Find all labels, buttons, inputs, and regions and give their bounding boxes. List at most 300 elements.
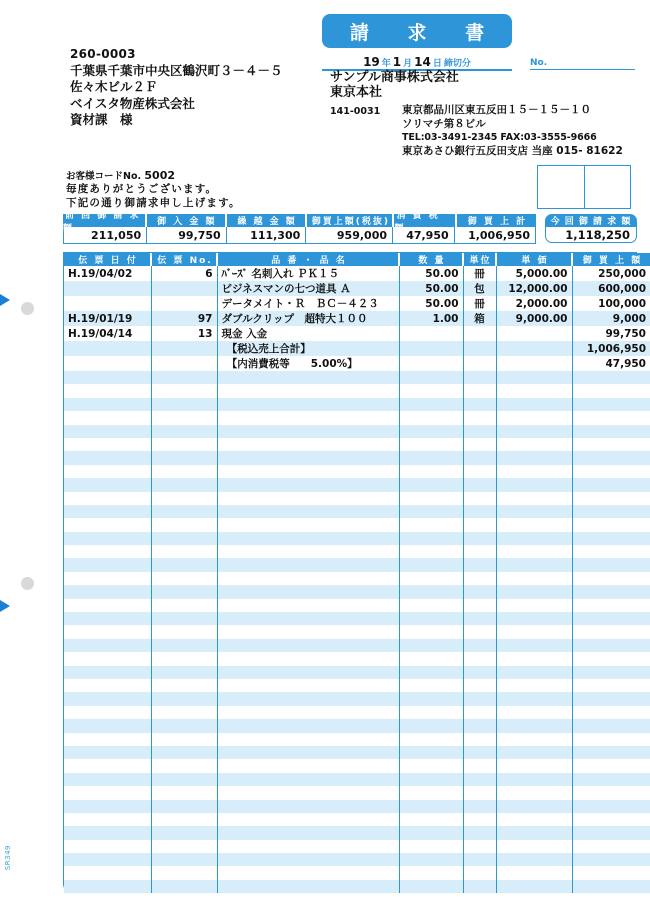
punch-hole-bottom: [21, 577, 34, 590]
line-item-name: [217, 786, 399, 799]
table-row[interactable]: [64, 652, 650, 665]
line-item-slip-no: [151, 733, 217, 746]
line-item-unit: [463, 773, 496, 786]
line-item-slip-no: 97: [151, 311, 217, 326]
line-item-name: [217, 518, 399, 531]
issue-date-line: [322, 52, 512, 71]
table-row[interactable]: [64, 384, 650, 397]
line-item-name: [217, 853, 399, 866]
line-items-header-row: [64, 253, 650, 266]
summary-value-purchase-total: 1,006,950: [468, 228, 530, 242]
line-item-date: H.19/04/14: [64, 326, 151, 341]
line-item-unit-price: [496, 384, 572, 397]
line-item-name: [217, 692, 399, 705]
line-item-amount: [572, 666, 650, 679]
line-item-unit: [463, 880, 496, 893]
line-item-quantity: [399, 326, 463, 341]
line-item-quantity: [399, 572, 463, 585]
line-item-amount: 600,000: [572, 281, 650, 296]
issuer-branch: 東京本社: [330, 85, 383, 100]
line-item-slip-no: [151, 281, 217, 296]
addressee-line-3: ベイスタ物産株式会社: [70, 95, 195, 111]
table-row[interactable]: [64, 639, 650, 652]
line-item-name: [217, 719, 399, 732]
line-item-name: 【内消費税等 5.00%】: [217, 356, 399, 371]
table-row[interactable]: [64, 813, 650, 826]
line-item-unit: [463, 625, 496, 638]
registration-triangle-top: [0, 294, 10, 306]
line-item-unit: 冊: [463, 266, 496, 281]
line-item-date: [64, 371, 151, 384]
line-item-quantity: [399, 371, 463, 384]
line-item-slip-no: [151, 492, 217, 505]
line-item-unit-price: [496, 465, 572, 478]
line-item-amount: [572, 585, 650, 598]
table-row[interactable]: [64, 719, 650, 732]
line-item-amount: [572, 800, 650, 813]
line-item-quantity: [399, 800, 463, 813]
table-row[interactable]: [64, 612, 650, 625]
summary-table: [63, 210, 536, 244]
line-item-slip-no: [151, 866, 217, 879]
line-item-date: [64, 773, 151, 786]
line-item-slip-no: [151, 558, 217, 571]
table-row[interactable]: [64, 326, 650, 341]
line-item-unit-price: [496, 398, 572, 411]
summary-header-purchase-excl-tax: 御買上額(税抜): [307, 214, 394, 227]
line-item-slip-no: [151, 679, 217, 692]
document-title-banner: [322, 14, 512, 48]
line-item-unit-price: [496, 599, 572, 612]
line-item-amount: [572, 425, 650, 438]
line-item-unit: [463, 800, 496, 813]
summary-header-carryover: 繰 越 金 額: [227, 214, 307, 227]
line-item-quantity: 50.00: [399, 266, 463, 281]
stamp-box-left: [538, 166, 584, 208]
line-item-name: [217, 585, 399, 598]
date-year-label: 年: [381, 59, 391, 69]
line-item-slip-no: 6: [151, 266, 217, 281]
line-item-quantity: [399, 773, 463, 786]
date-day-value: 14: [414, 55, 431, 69]
greeting-block: [66, 168, 241, 210]
line-item-quantity: [399, 585, 463, 598]
line-item-unit: [463, 558, 496, 571]
page-title: 請 求 書: [349, 21, 501, 44]
line-item-slip-no: [151, 786, 217, 799]
line-item-unit-price: [496, 679, 572, 692]
line-item-slip-no: [151, 438, 217, 451]
line-item-unit-price: [496, 866, 572, 879]
table-row[interactable]: [64, 773, 650, 786]
table-row[interactable]: [64, 532, 650, 545]
grand-total-value: 1,118,250: [545, 227, 637, 243]
addressee-line-4: 資材課 様: [70, 112, 133, 127]
line-item-date: [64, 465, 151, 478]
table-row[interactable]: [64, 599, 650, 612]
line-item-amount: [572, 505, 650, 518]
table-row[interactable]: [64, 371, 650, 384]
customer-code-label: お客様コードNo.: [66, 171, 142, 182]
line-item-name: [217, 826, 399, 839]
summary-header-purchase-total: 御 買 上 計: [457, 214, 536, 227]
line-item-unit-price: 9,000.00: [496, 311, 572, 326]
table-row[interactable]: [64, 505, 650, 518]
table-row[interactable]: [64, 356, 650, 371]
line-item-unit: [463, 545, 496, 558]
line-item-name: [217, 451, 399, 464]
line-item-name: ダブルクリップ 超特大１００: [217, 311, 399, 326]
line-item-date: [64, 625, 151, 638]
line-item-quantity: [399, 545, 463, 558]
line-item-amount: [572, 880, 650, 893]
table-row[interactable]: [64, 451, 650, 464]
table-row[interactable]: [64, 281, 650, 296]
line-item-slip-no: [151, 773, 217, 786]
line-item-quantity: [399, 639, 463, 652]
line-item-quantity: [399, 719, 463, 732]
line-item-unit-price: [496, 572, 572, 585]
line-item-name: [217, 759, 399, 772]
line-item-amount: [572, 692, 650, 705]
line-item-slip-no: [151, 599, 217, 612]
line-item-name: [217, 371, 399, 384]
line-item-name: [217, 478, 399, 491]
line-item-amount: [572, 398, 650, 411]
line-item-date: [64, 572, 151, 585]
line-item-unit-price: [496, 492, 572, 505]
line-item-date: [64, 786, 151, 799]
line-item-unit: [463, 652, 496, 665]
line-item-quantity: [399, 625, 463, 638]
line-item-unit: [463, 532, 496, 545]
stamp-box-right: [584, 166, 631, 208]
punch-hole-top: [21, 302, 34, 315]
table-row[interactable]: [64, 666, 650, 679]
line-item-slip-no: [151, 585, 217, 598]
table-row[interactable]: [64, 786, 650, 799]
line-item-date: [64, 518, 151, 531]
line-item-amount: [572, 679, 650, 692]
line-item-quantity: [399, 826, 463, 839]
table-row[interactable]: [64, 706, 650, 719]
line-item-quantity: 50.00: [399, 296, 463, 311]
line-item-unit: [463, 465, 496, 478]
line-item-unit: [463, 639, 496, 652]
line-item-date: [64, 438, 151, 451]
line-item-amount: [572, 612, 650, 625]
line-item-amount: [572, 465, 650, 478]
table-row[interactable]: [64, 558, 650, 571]
line-item-unit: [463, 398, 496, 411]
line-item-quantity: [399, 532, 463, 545]
table-row[interactable]: [64, 880, 650, 893]
line-item-unit-price: [496, 719, 572, 732]
line-item-amount: [572, 813, 650, 826]
table-row[interactable]: [64, 840, 650, 853]
line-item-slip-no: [151, 840, 217, 853]
line-item-slip-no: [151, 746, 217, 759]
line-item-slip-no: [151, 706, 217, 719]
date-suffix-label: 締切分: [443, 59, 471, 69]
line-item-slip-no: [151, 411, 217, 424]
line-item-slip-no: [151, 505, 217, 518]
line-item-date: [64, 545, 151, 558]
line-item-quantity: [399, 866, 463, 879]
line-items-grid: [64, 253, 650, 893]
table-row[interactable]: [64, 746, 650, 759]
line-item-unit-price: [496, 411, 572, 424]
line-item-amount: 100,000: [572, 296, 650, 311]
table-row[interactable]: [64, 465, 650, 478]
table-row[interactable]: [64, 866, 650, 879]
line-item-unit: [463, 733, 496, 746]
table-row[interactable]: [64, 759, 650, 772]
line-item-slip-no: [151, 341, 217, 356]
summary-value-prev-billed: 211,050: [64, 227, 147, 243]
line-item-amount: [572, 625, 650, 638]
line-item-name: [217, 746, 399, 759]
line-item-slip-no: [151, 625, 217, 638]
line-item-unit: 冊: [463, 296, 496, 311]
line-item-slip-no: [151, 853, 217, 866]
issuer-address-line-1: 東京都品川区東五反田１５－１５－１０: [402, 104, 591, 116]
line-item-quantity: [399, 492, 463, 505]
grand-total-label: 今 回 御 請 求 額: [545, 214, 637, 227]
line-item-unit: [463, 326, 496, 341]
line-item-name: [217, 880, 399, 893]
date-month-label: 月: [403, 59, 413, 69]
line-item-unit: [463, 492, 496, 505]
line-item-name: [217, 639, 399, 652]
line-item-date: [64, 639, 151, 652]
line-item-unit: [463, 572, 496, 585]
line-item-quantity: [399, 759, 463, 772]
line-item-slip-no: [151, 356, 217, 371]
line-item-unit-price: [496, 356, 572, 371]
line-item-date: [64, 880, 151, 893]
line-item-amount: 47,950: [572, 356, 650, 371]
line-item-slip-no: [151, 666, 217, 679]
line-item-quantity: [399, 465, 463, 478]
table-row[interactable]: [64, 266, 650, 281]
line-item-amount: [572, 411, 650, 424]
line-items-body: [64, 266, 650, 893]
line-item-unit: [463, 384, 496, 397]
line-items-table: [63, 252, 646, 892]
line-item-name: [217, 666, 399, 679]
line-item-unit-price: [496, 733, 572, 746]
line-item-quantity: [399, 425, 463, 438]
line-item-amount: [572, 492, 650, 505]
table-row[interactable]: [64, 518, 650, 531]
line-item-quantity: [399, 599, 463, 612]
line-item-unit-price: [496, 371, 572, 384]
line-item-unit-price: [496, 880, 572, 893]
line-item-quantity: [399, 558, 463, 571]
line-item-unit: [463, 706, 496, 719]
line-item-amount: 99,750: [572, 326, 650, 341]
line-item-unit-price: [496, 585, 572, 598]
line-item-quantity: [399, 813, 463, 826]
line-item-quantity: [399, 438, 463, 451]
line-item-slip-no: [151, 478, 217, 491]
line-item-slip-no: [151, 465, 217, 478]
line-item-quantity: 1.00: [399, 311, 463, 326]
line-item-date: [64, 706, 151, 719]
table-row[interactable]: [64, 311, 650, 326]
column-header-unit-price: 単 価: [496, 253, 572, 266]
line-item-name: 現金 入金: [217, 326, 399, 341]
form-code-label: SR349: [4, 845, 12, 871]
line-item-date: [64, 341, 151, 356]
line-item-slip-no: [151, 652, 217, 665]
table-row[interactable]: [64, 572, 650, 585]
table-row[interactable]: [64, 853, 650, 866]
issuer-tel-fax: TEL:03-3491-2345 FAX:03-3555-9666: [402, 132, 597, 143]
line-item-amount: [572, 866, 650, 879]
column-header-item-name: 品 番 ・ 品 名: [217, 253, 399, 266]
line-item-name: [217, 773, 399, 786]
line-item-name: ﾊﾞｰｽﾞ 名刺入れ ＰＫ１５: [217, 266, 399, 281]
line-item-name: [217, 411, 399, 424]
line-item-unit: [463, 371, 496, 384]
line-item-date: [64, 492, 151, 505]
line-item-quantity: [399, 478, 463, 491]
table-row[interactable]: [64, 585, 650, 598]
invoice-number-label: No.: [530, 58, 548, 68]
table-row[interactable]: [64, 411, 650, 424]
line-item-date: [64, 384, 151, 397]
line-item-unit: [463, 853, 496, 866]
line-item-amount: [572, 786, 650, 799]
summary-value-purchase-excl-tax: 959,000: [306, 227, 393, 243]
line-item-unit-price: 5,000.00: [496, 266, 572, 281]
line-item-date: [64, 666, 151, 679]
line-item-unit: [463, 612, 496, 625]
approval-stamp-boxes: [537, 165, 631, 209]
line-item-name: データメイト・Ｒ ＢＣ－４２３: [217, 296, 399, 311]
line-item-unit-price: [496, 786, 572, 799]
line-item-quantity: [399, 733, 463, 746]
date-month-value: 1: [392, 55, 402, 69]
line-item-quantity: [399, 652, 463, 665]
line-item-unit: [463, 411, 496, 424]
line-item-quantity: [399, 880, 463, 893]
table-row[interactable]: [64, 826, 650, 839]
line-item-amount: [572, 558, 650, 571]
addressee-line-1: 千葉県千葉市中央区鶴沢町３－４－５: [70, 62, 283, 78]
line-item-date: [64, 826, 151, 839]
line-item-quantity: [399, 451, 463, 464]
addressee-zip: 260-0003: [70, 47, 136, 61]
summary-value-tax: 47,950: [393, 227, 455, 243]
line-item-slip-no: [151, 384, 217, 397]
line-item-name: [217, 465, 399, 478]
table-row[interactable]: [64, 545, 650, 558]
line-item-date: [64, 281, 151, 296]
line-item-slip-no: [151, 826, 217, 839]
line-item-name: [217, 505, 399, 518]
line-item-unit: [463, 746, 496, 759]
line-item-date: [64, 733, 151, 746]
line-item-unit-price: 12,000.00: [496, 281, 572, 296]
line-item-date: H.19/04/02: [64, 266, 151, 281]
column-header-unit: 単位: [463, 253, 496, 266]
line-item-unit-price: [496, 826, 572, 839]
issuer-name: サンプル商事株式会社: [330, 70, 459, 85]
line-item-unit-price: [496, 532, 572, 545]
line-item-amount: [572, 746, 650, 759]
table-row[interactable]: [64, 492, 650, 505]
line-item-quantity: [399, 505, 463, 518]
line-item-slip-no: [151, 572, 217, 585]
date-year-value: 19: [363, 55, 380, 69]
line-item-slip-no: [151, 800, 217, 813]
issuer-zip: 141-0031: [330, 106, 381, 117]
table-row[interactable]: [64, 478, 650, 491]
line-item-unit-price: [496, 558, 572, 571]
line-item-unit: 箱: [463, 311, 496, 326]
line-item-unit-price: [496, 425, 572, 438]
line-item-slip-no: [151, 545, 217, 558]
line-item-quantity: [399, 341, 463, 356]
line-item-name: 【税込売上合計】: [217, 341, 399, 356]
table-row[interactable]: [64, 733, 650, 746]
line-item-slip-no: [151, 532, 217, 545]
line-item-unit: [463, 356, 496, 371]
summary-header-tax: 消 費 税 額: [394, 214, 456, 227]
line-item-quantity: [399, 692, 463, 705]
line-item-date: H.19/01/19: [64, 311, 151, 326]
table-row[interactable]: [64, 625, 650, 638]
line-item-unit: [463, 826, 496, 839]
greeting-line-2: 下記の通り御請求申し上げます。: [66, 197, 241, 209]
line-item-name: [217, 532, 399, 545]
line-item-amount: [572, 773, 650, 786]
line-item-amount: [572, 719, 650, 732]
line-item-amount: [572, 478, 650, 491]
line-item-name: [217, 625, 399, 638]
table-row[interactable]: [64, 425, 650, 438]
line-item-quantity: [399, 853, 463, 866]
line-item-slip-no: [151, 518, 217, 531]
table-row[interactable]: [64, 296, 650, 311]
line-item-unit-price: [496, 759, 572, 772]
line-item-amount: 9,000: [572, 311, 650, 326]
line-item-unit: [463, 813, 496, 826]
table-row[interactable]: [64, 438, 650, 451]
line-item-name: [217, 599, 399, 612]
line-item-unit: [463, 866, 496, 879]
line-item-amount: [572, 518, 650, 531]
column-header-slip-date: 伝 票 日 付: [64, 253, 151, 266]
table-row[interactable]: [64, 800, 650, 813]
table-row[interactable]: [64, 679, 650, 692]
line-item-name: [217, 866, 399, 879]
line-item-amount: [572, 532, 650, 545]
line-item-unit-price: [496, 518, 572, 531]
table-row[interactable]: [64, 692, 650, 705]
line-item-quantity: [399, 679, 463, 692]
line-item-date: [64, 813, 151, 826]
line-item-date: [64, 840, 151, 853]
table-row[interactable]: [64, 398, 650, 411]
table-row[interactable]: [64, 341, 650, 356]
column-header-quantity: 数 量: [399, 253, 463, 266]
line-item-unit-price: [496, 505, 572, 518]
line-item-slip-no: [151, 813, 217, 826]
